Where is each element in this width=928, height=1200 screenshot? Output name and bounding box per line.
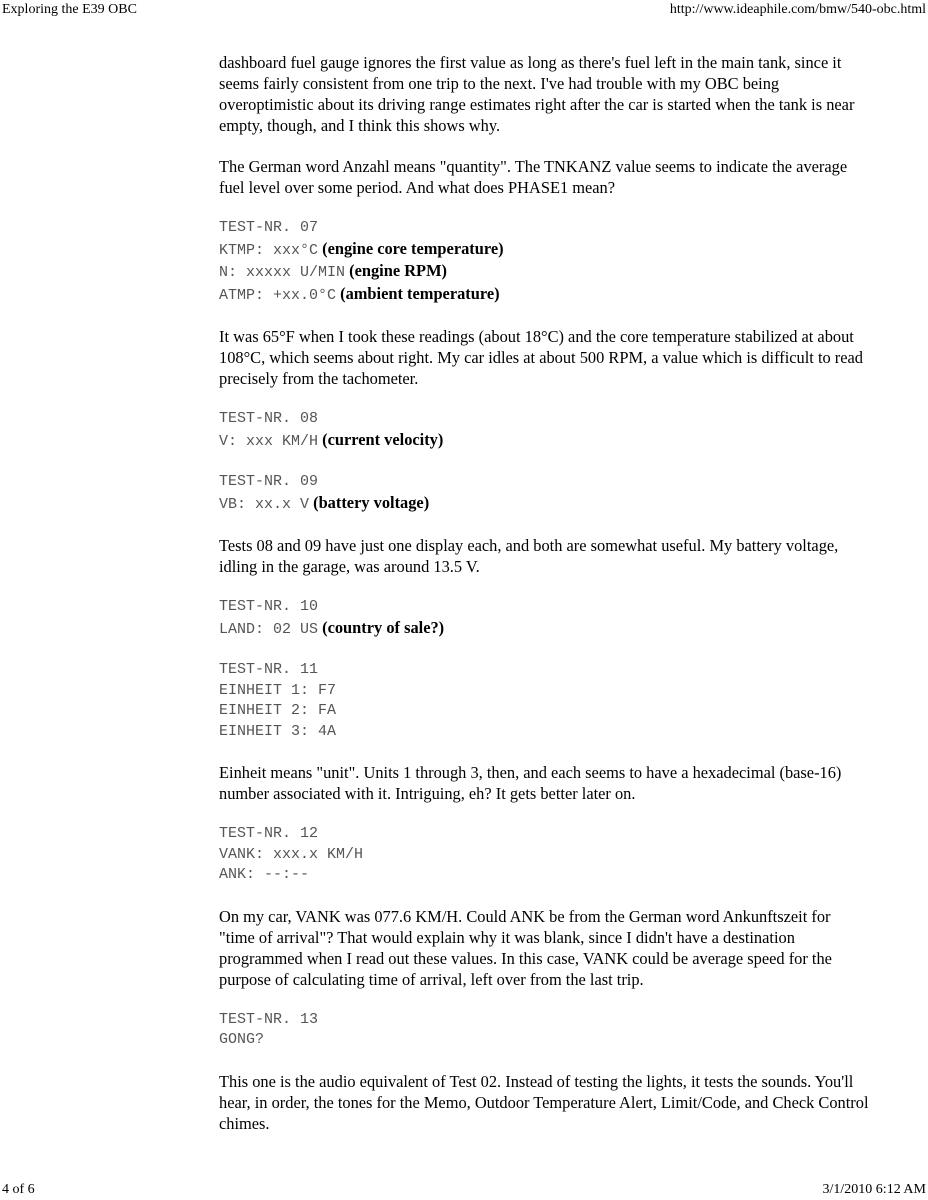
test-13-title: TEST-NR. 13 (219, 1010, 319, 1028)
test-07-atmp: ATMP: +xx.0°C (ambient temperature) (219, 283, 500, 304)
paragraph-fuel-gauge: dashboard fuel gauge ignores the first value as long as there's fuel left in the main tank, since it seems fairly consistent from one trip to the next. I've had trouble with my OBC being overoptimistic about its driving range estimates right after the car is started when the tank is near empty, though, and I think this shows why. (219, 53, 855, 135)
test-08-block (219, 409, 869, 452)
page-number: 4 of 6 (2, 1182, 35, 1197)
test-10-land: LAND: 02 US (country of sale?) (219, 617, 445, 638)
test-11-einheit-3: EINHEIT 3: 4A (219, 722, 337, 740)
test-07-block (219, 218, 869, 306)
paragraph-vank: On my car, VANK was 077.6 KM/H. Could ANK be from the German word Ankunftszeit for "time of arrival"? That would explain why it was blank, since I didn't have a destination programmed when I read out these values. In this case, VANK could be average speed for the purpose of calculating time of arrival, left over from the last trip. (219, 906, 832, 989)
paragraph-audio: This one is the audio equivalent of Test 02. Instead of testing the lights, it tests the sounds. You'll hear, in order, the tones for the Memo, Outdoor Temperature Alert, Limit/Code, and Check Control chimes. (219, 1071, 869, 1133)
print-header (0, 0, 928, 20)
test-07-ktmp: KTMP: xxx°C (engine core temperature) (219, 238, 504, 259)
test-12-block (219, 824, 869, 886)
test-13-block (219, 1010, 869, 1051)
test-11-title: TEST-NR. 11 (219, 661, 319, 678)
page-title: Exploring the E39 OBC (2, 2, 137, 17)
test-11-einheit-1: EINHEIT 1: F7 (219, 681, 337, 699)
test-08-title: TEST-NR. 08 (219, 410, 319, 427)
print-datetime: 3/1/2010 6:12 AM (822, 1182, 926, 1197)
paragraph-anzahl: The German word Anzahl means "quantity". The TNKANZ value seems to indicate the average fuel level over some period. And what does PHASE1 mean? (219, 157, 848, 197)
test-09-title: TEST-NR. 09 (219, 473, 319, 490)
test-10-block (219, 597, 869, 640)
test-09-block (219, 472, 869, 515)
test-12-vank: VANK: xxx.x KM/H (219, 845, 364, 863)
test-07-rpm: N: xxxxx U/MIN (engine RPM) (219, 261, 447, 281)
test-11-block (219, 660, 869, 742)
test-13-gong: GONG? (219, 1031, 265, 1048)
test-12-title: TEST-NR. 12 (219, 825, 319, 842)
document-body (219, 52, 869, 1154)
test-10-title: TEST-NR. 10 (219, 598, 319, 615)
paragraph-temperature: It was 65°F when I took these readings (about 18°C) and the core temperature stabilized at about 108°C, which seems about right. My car idles at about 500 RPM, a value which is difficult to read precisely from the tachometer. (219, 327, 864, 388)
test-11-einheit-2: EINHEIT 2: FA (219, 702, 337, 719)
test-07-title: TEST-NR. 07 (219, 219, 319, 236)
page-url: http://www.ideaphile.com/bmw/540-obc.html (669, 2, 926, 17)
test-08-velocity: V: xxx KM/H (current velocity) (219, 429, 444, 450)
test-09-voltage: VB: xx.x V (battery voltage) (219, 492, 430, 513)
paragraph-battery: Tests 08 and 09 have just one display each, and both are somewhat useful. My battery voltage, idling in the garage, was around 13.5 V. (219, 536, 839, 576)
paragraph-einheit: Einheit means "unit". Units 1 through 3, then, and each seems to have a hexadecimal (base-16) number associated with it. Intriguing, eh? It gets better later on. (219, 763, 842, 803)
print-footer (0, 1180, 928, 1200)
test-12-ank: ANK: --:-- (219, 866, 310, 883)
